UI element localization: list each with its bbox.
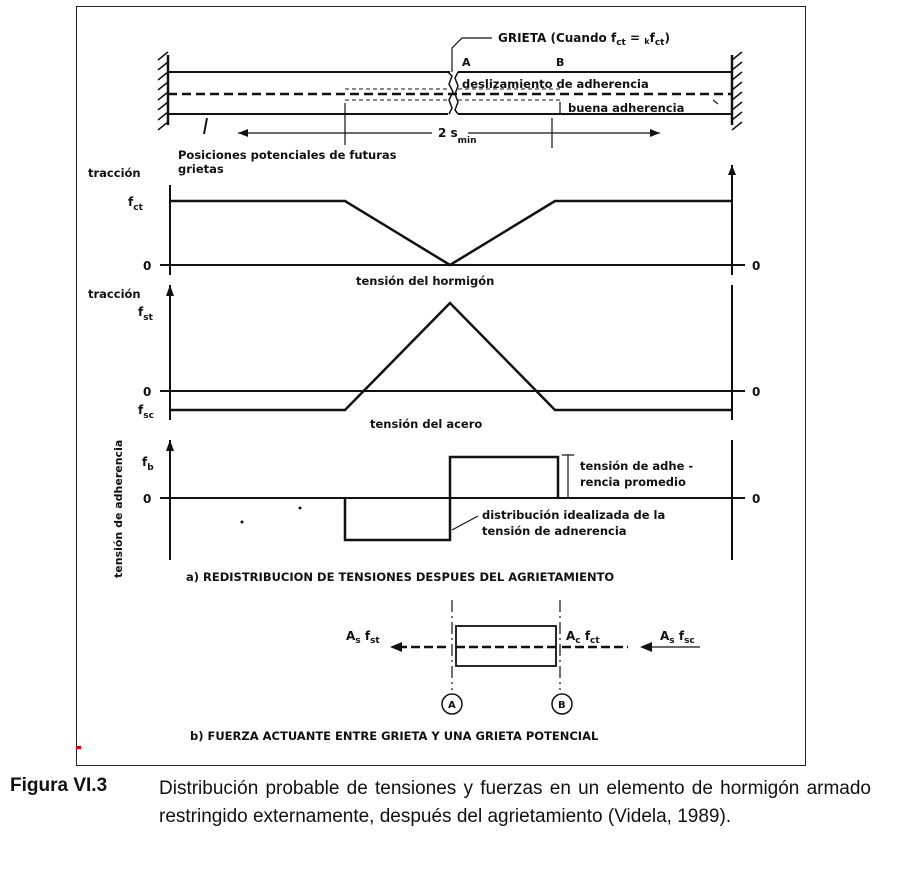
concrete-stress-panel: [160, 165, 745, 275]
fsc-label: $f_{sc}$: [138, 403, 154, 421]
ac-fct-label: $A_c$ $f_{ct}$: [566, 629, 600, 646]
slip-label: deslizamiento de adherencia: [462, 77, 649, 91]
panel1-zero-left: 0: [143, 259, 152, 273]
grieta-label: GRIETA (Cuando $f_{ct} = kf_{ct}$): [498, 31, 670, 48]
figure-number: Figura VI.3: [10, 775, 108, 796]
ideal-bond-label-1: distribución idealizada de la: [482, 508, 666, 522]
potential-cracks-label-1: Posiciones potenciales de futuras: [178, 148, 397, 162]
panel3-zero-left: 0: [143, 492, 152, 506]
panel2-zero-right: 0: [752, 385, 761, 399]
point-b-label: B: [556, 56, 565, 69]
panel3-zero-right: 0: [752, 492, 761, 506]
ideal-bond-label-2: tensión de adnerencia: [482, 524, 627, 538]
potential-cracks-label-2: grietas: [178, 162, 224, 176]
panel2-caption: tensión del acero: [370, 417, 483, 431]
fst-label: $f_{st}$: [138, 305, 153, 323]
bond-stress-panel: [160, 440, 745, 560]
part-b-caption: b) FUERZA ACTUANTE ENTRE GRIETA Y UNA GRIETA POTENCIAL: [190, 729, 599, 743]
part-a-caption: a) REDISTRIBUCION DE TENSIONES DESPUES DEL AGRIETAMIENTO: [186, 570, 615, 584]
panel1-zero-right: 0: [752, 259, 761, 273]
spacing-label: 2 $s_{min}$: [438, 126, 477, 146]
point-a-label: A: [462, 56, 471, 69]
avg-bond-label-2: rencia promedio: [580, 475, 686, 489]
panel2-zero-left: 0: [143, 385, 152, 399]
fct-label: $f_{ct}$: [128, 195, 143, 213]
force-diagram: [390, 600, 700, 714]
circle-b-label: B: [558, 700, 566, 711]
as-fsc-label: $A_s$ $f_{sc}$: [660, 629, 695, 646]
panel1-caption: tensión del hormigón: [356, 274, 495, 288]
as-fst-label: $A_s$ $f_{st}$: [346, 629, 380, 646]
panel1-title: tracción: [88, 166, 141, 180]
avg-bond-label-1: tensión de adhe -: [580, 459, 694, 473]
panel2-title: tracción: [88, 287, 141, 301]
steel-stress-panel: [160, 285, 745, 420]
good-bond-label: buena adherencia: [568, 101, 685, 115]
figure-caption: Distribución probable de tensiones y fuerzas en un elemento de hormigón armado restringido externamente, después del agrietamiento (Videla, 1989).: [159, 778, 871, 827]
fb-label: $f_b$: [142, 455, 154, 473]
panel3-ylabel: tensión de adherencia: [112, 439, 125, 578]
circle-a-label: A: [448, 700, 456, 711]
